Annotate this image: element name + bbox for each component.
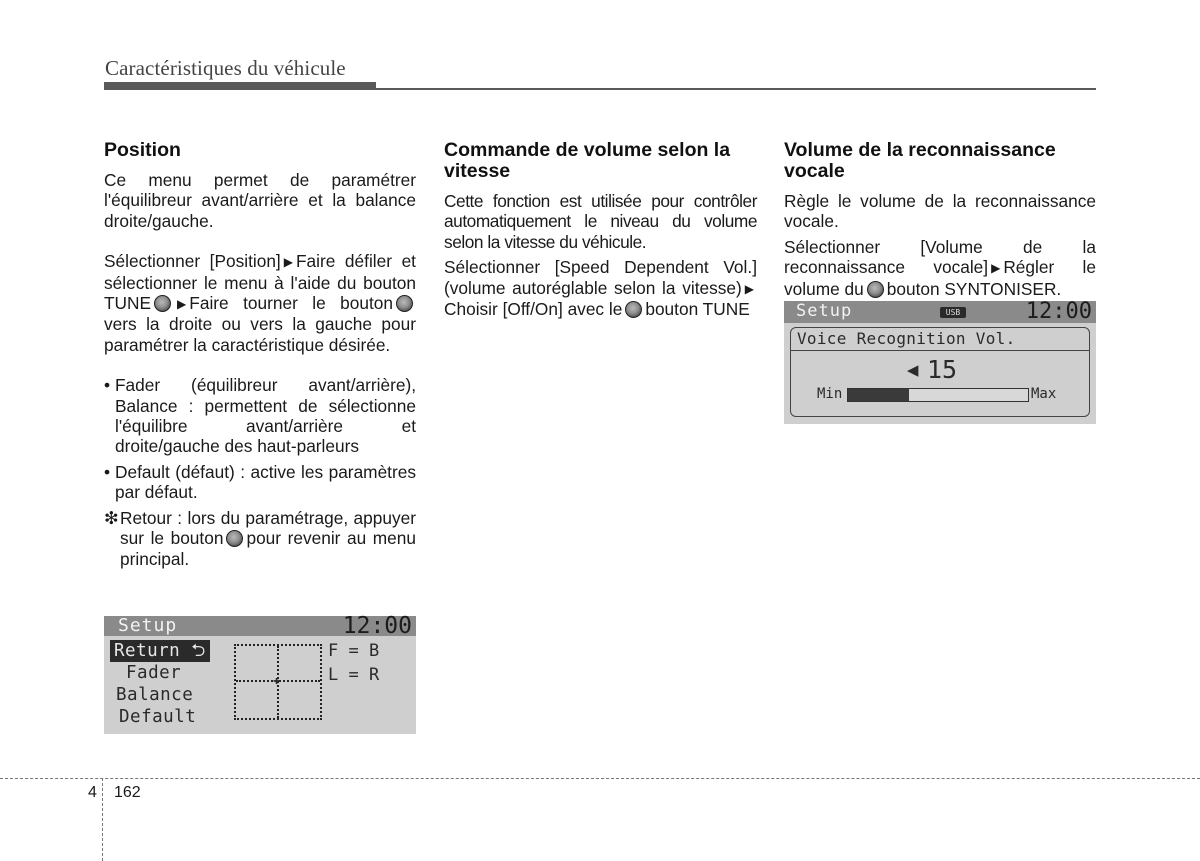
tune-knob-icon xyxy=(226,530,243,547)
note-mark: ❇ xyxy=(104,507,119,528)
voice-volume-step-c: bouton SYNTONISER. xyxy=(886,278,1062,299)
header-rule-thin xyxy=(104,88,1096,90)
volume-max-label: Max xyxy=(1031,386,1057,402)
bullet-default-text: Default (défaut) : active les paramètres par défaut. xyxy=(115,461,416,503)
right-triangle-icon: ▶ xyxy=(283,255,293,270)
position-step-a: Sélectionner [Position] xyxy=(104,251,281,272)
right-triangle-icon: ▶ xyxy=(991,261,1001,276)
note-return xyxy=(104,508,416,569)
volume-panel xyxy=(790,327,1090,417)
screen-clock: 12:00 xyxy=(1025,299,1092,324)
tune-knob-icon xyxy=(625,301,642,318)
position-setup-screen xyxy=(104,613,416,734)
screen-title: Setup xyxy=(118,615,178,636)
speed-volume-column xyxy=(444,140,757,319)
voice-volume-step-b: Régler le volume du xyxy=(784,257,1096,299)
speed-volume-heading: Commande de volume selon la vitesse xyxy=(444,139,731,182)
tune-knob-icon xyxy=(396,295,413,312)
speed-volume-instructions xyxy=(444,257,757,319)
position-intro: Ce menu permet de paramétrer l'équilibreur avant/arrière et la balance droite/gauche. xyxy=(104,170,416,231)
volume-slider[interactable] xyxy=(847,388,1029,402)
volume-min-label: Min xyxy=(817,386,843,402)
fader-readout: F = B xyxy=(328,641,380,661)
bullet-dot: • xyxy=(104,375,111,396)
footer-vertical-divider xyxy=(102,778,103,861)
chapter-number: 4 xyxy=(88,784,97,801)
position-step-b: Faire défiler et sélectionner le menu à l'aide du bouton TUNE xyxy=(104,251,416,314)
volume-panel-label: Voice Recognition Vol. xyxy=(797,329,1016,348)
screen-title: Setup xyxy=(796,301,853,321)
balance-readout: L = R xyxy=(328,665,380,685)
usb-badge: USB xyxy=(940,307,966,318)
bullet-dot: • xyxy=(104,461,111,482)
menu-item-default[interactable]: Default xyxy=(119,707,197,727)
footer-divider xyxy=(0,778,1200,779)
header-title: Caractéristiques du véhicule xyxy=(105,56,346,80)
tune-knob-icon xyxy=(867,281,884,298)
tune-knob-icon xyxy=(154,295,171,312)
volume-slider-fill xyxy=(848,389,909,401)
right-triangle-icon: ▶ xyxy=(177,297,187,312)
speed-volume-step-b: Choisir [Off/On] avec le xyxy=(444,299,623,320)
voice-volume-intro: Règle le volume de la reconnaissance vocale. xyxy=(784,191,1096,232)
menu-item-return[interactable]: Return ⮌ xyxy=(110,640,210,662)
voice-volume-screen xyxy=(784,301,1096,424)
note-return-text-b: pour revenir au menu principal. xyxy=(120,528,417,569)
position-step-d: vers la droite ou vers la gauche pour paramétrer la caractéristique désirée. xyxy=(104,314,416,355)
page-number: 162 xyxy=(114,784,141,801)
bullet-fader-balance-text: Fader (équilibreur avant/arrière), Balance : permettent de sélectionne l'équilibre avant/arrière et droite/gauche des haut-parleurs xyxy=(115,375,416,457)
voice-volume-column xyxy=(784,140,1096,299)
volume-level: 15 xyxy=(927,355,958,384)
speaker-icon: ◀ xyxy=(907,359,919,381)
voice-volume-heading: Volume de la reconnaissance vocale xyxy=(784,139,1056,182)
menu-item-balance[interactable]: Balance xyxy=(116,685,194,705)
right-triangle-icon: ▶ xyxy=(744,281,754,296)
note-return-text-a: Retour : lors du paramétrage, appuyer sur le bouton xyxy=(120,507,416,549)
note-return-text xyxy=(120,508,416,569)
voice-volume-step-a: Sélectionner [Volume de la reconnaissance vocale] xyxy=(784,236,1096,278)
balance-grid xyxy=(234,644,322,720)
voice-volume-instructions xyxy=(784,237,1096,299)
position-column xyxy=(104,140,416,574)
speed-volume-step-a: Sélectionner [Speed Dependent Vol.] (volume autoréglable selon la vitesse) xyxy=(444,257,757,298)
menu-item-fader[interactable]: Fader xyxy=(126,663,182,683)
position-instructions xyxy=(104,251,416,355)
bullet-default xyxy=(104,462,416,503)
panel-divider xyxy=(791,350,1089,351)
speed-volume-intro: Cette fonction est utilisée pour contrôler automatiquement le niveau du volume selon la vitesse du véhicule. xyxy=(444,191,757,252)
speed-volume-step-c: bouton TUNE xyxy=(645,299,750,320)
screen-clock: 12:00 xyxy=(342,613,412,639)
position-heading: Position xyxy=(104,139,181,161)
balance-center-marker-icon: ✚ xyxy=(273,673,281,687)
position-step-c: Faire tourner le bouton xyxy=(189,293,393,314)
bullet-fader-balance xyxy=(104,375,416,457)
